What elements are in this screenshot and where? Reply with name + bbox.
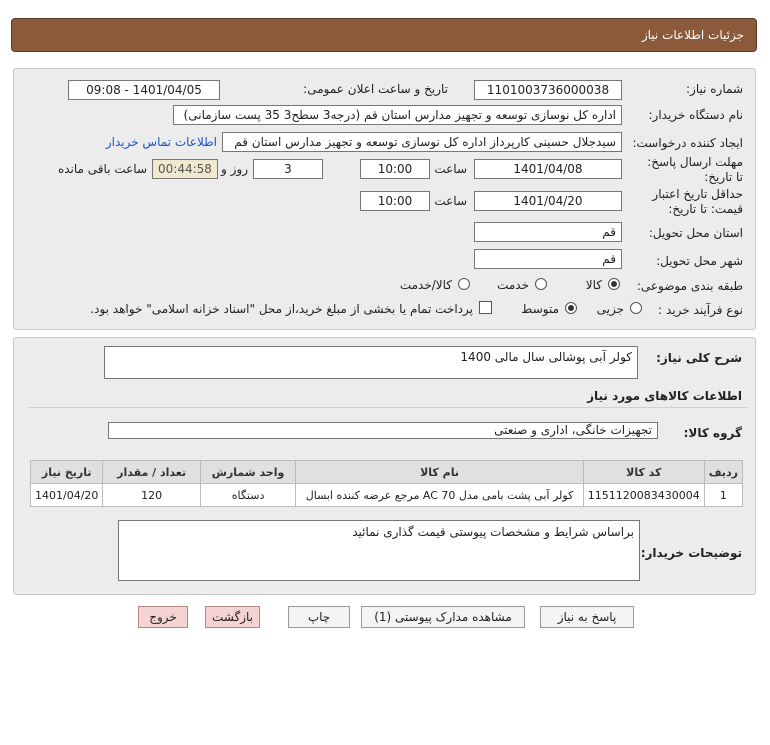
category-radio-goods-service[interactable] [458, 278, 470, 290]
col-header-unit: واحد شمارش [200, 461, 295, 484]
cell-unit: دستگاه [200, 484, 295, 507]
category-option-goods: کالا [585, 278, 602, 292]
days-field: 3 [253, 159, 323, 179]
creator-label: ایجاد کننده درخواست: [632, 136, 743, 150]
validity-date-field: 1401/04/20 [474, 191, 622, 211]
process-radio-minor[interactable] [630, 302, 642, 314]
col-header-name: نام کالا [296, 461, 584, 484]
city-label: شهر محل تحویل: [656, 254, 743, 268]
validity-time-label: ساعت [434, 194, 467, 208]
buyer-org-label: نام دستگاه خریدار: [648, 108, 743, 122]
process-option-minor: جزیی [596, 302, 624, 316]
items-info-title: اطلاعات کالاهای مورد نیاز [587, 389, 742, 403]
remaining-label: ساعت باقی مانده [57, 162, 147, 176]
summary-label: شرح کلی نیاز: [656, 351, 742, 365]
col-header-need-date: تاریخ نیاز [31, 461, 103, 484]
page-header [11, 18, 757, 52]
table-header-row [31, 461, 743, 484]
cell-row-number: 1 [704, 484, 742, 507]
cell-quantity: 120 [103, 484, 200, 507]
buyer-notes-field: براساس شرایط و مشخصات پیوستی قیمت گذاری نمائید [118, 520, 640, 581]
table-row [31, 484, 743, 507]
reply-button[interactable]: پاسخ به نیاز [540, 606, 634, 628]
goods-group-label: گروه کالا: [683, 426, 742, 440]
process-label: نوع فرآیند خرید : [658, 303, 743, 317]
city-field: قم [474, 249, 622, 269]
need-number-field: 1101003736000038 [474, 80, 622, 100]
col-header-code: کد کالا [583, 461, 704, 484]
treasury-payment-note: پرداخت تمام یا بخشی از مبلغ خرید،از محل "اسناد خزانه اسلامی" خواهد بود. [90, 302, 473, 316]
announce-field: 1401/04/05 - 09:08 [68, 80, 220, 100]
deadline-time-label: ساعت [434, 162, 467, 176]
creator-field: سیدجلال حسینی کارپرداز اداره کل نوسازی توسعه و تجهیز مدارس استان قم [222, 132, 622, 152]
buyer-contact-link[interactable]: اطلاعات تماس خریدار [105, 135, 217, 149]
cell-goods-name: کولر آبی پشت بامی مدل AC 70 مرجع عرضه کننده ابسال [296, 484, 584, 507]
deadline-date-field: 1401/04/08 [474, 159, 622, 179]
treasury-payment-checkbox[interactable] [479, 301, 492, 314]
deadline-time-field: 10:00 [360, 159, 430, 179]
items-table [30, 460, 743, 507]
back-button[interactable]: بازگشت [205, 606, 260, 628]
col-header-quantity: تعداد / مقدار [103, 461, 200, 484]
category-option-service: خدمت [497, 278, 529, 292]
exit-button[interactable]: خروج [138, 606, 188, 628]
days-label: روز و [221, 162, 248, 176]
process-radio-medium[interactable] [565, 302, 577, 314]
process-option-medium: متوسط [521, 302, 559, 316]
province-field: قم [474, 222, 622, 242]
section-divider [28, 407, 748, 408]
cell-need-date: 1401/04/20 [31, 484, 103, 507]
category-radio-service[interactable] [535, 278, 547, 290]
deadline-label: مهلت ارسال پاسخ: تا تاریخ: [647, 155, 743, 184]
goods-group-field: تجهیزات خانگی، اداری و صنعتی [108, 422, 658, 439]
page-title: جزئیات اطلاعات نیاز [641, 28, 744, 42]
attachments-button[interactable]: مشاهده مدارک پیوستی (1) [361, 606, 525, 628]
print-button[interactable]: چاپ [288, 606, 350, 628]
province-label: استان محل تحویل: [648, 226, 743, 240]
summary-field: کولر آبی پوشالی سال مالی 1400 [104, 346, 638, 379]
buyer-org-field: اداره کل نوسازی توسعه و تجهیز مدارس استان قم (درجه3 سطح3 35 پست سازمانی) [173, 105, 622, 125]
category-option-goods-service: کالا/خدمت [399, 278, 452, 292]
validity-label: حداقل تاریخ اعتبار قیمت: تا تاریخ: [652, 187, 743, 216]
buyer-notes-label: توضیحات خریدار: [640, 546, 742, 560]
remaining-time-field: 00:44:58 [152, 159, 218, 179]
need-number-label: شماره نیاز: [686, 82, 743, 96]
announce-label: تاریخ و ساعت اعلان عمومی: [303, 82, 448, 96]
category-radio-goods[interactable] [608, 278, 620, 290]
cell-goods-code: 1151120083430004 [583, 484, 704, 507]
category-label: طبقه بندی موضوعی: [636, 279, 743, 293]
validity-time-field: 10:00 [360, 191, 430, 211]
col-header-row: ردیف [704, 461, 742, 484]
